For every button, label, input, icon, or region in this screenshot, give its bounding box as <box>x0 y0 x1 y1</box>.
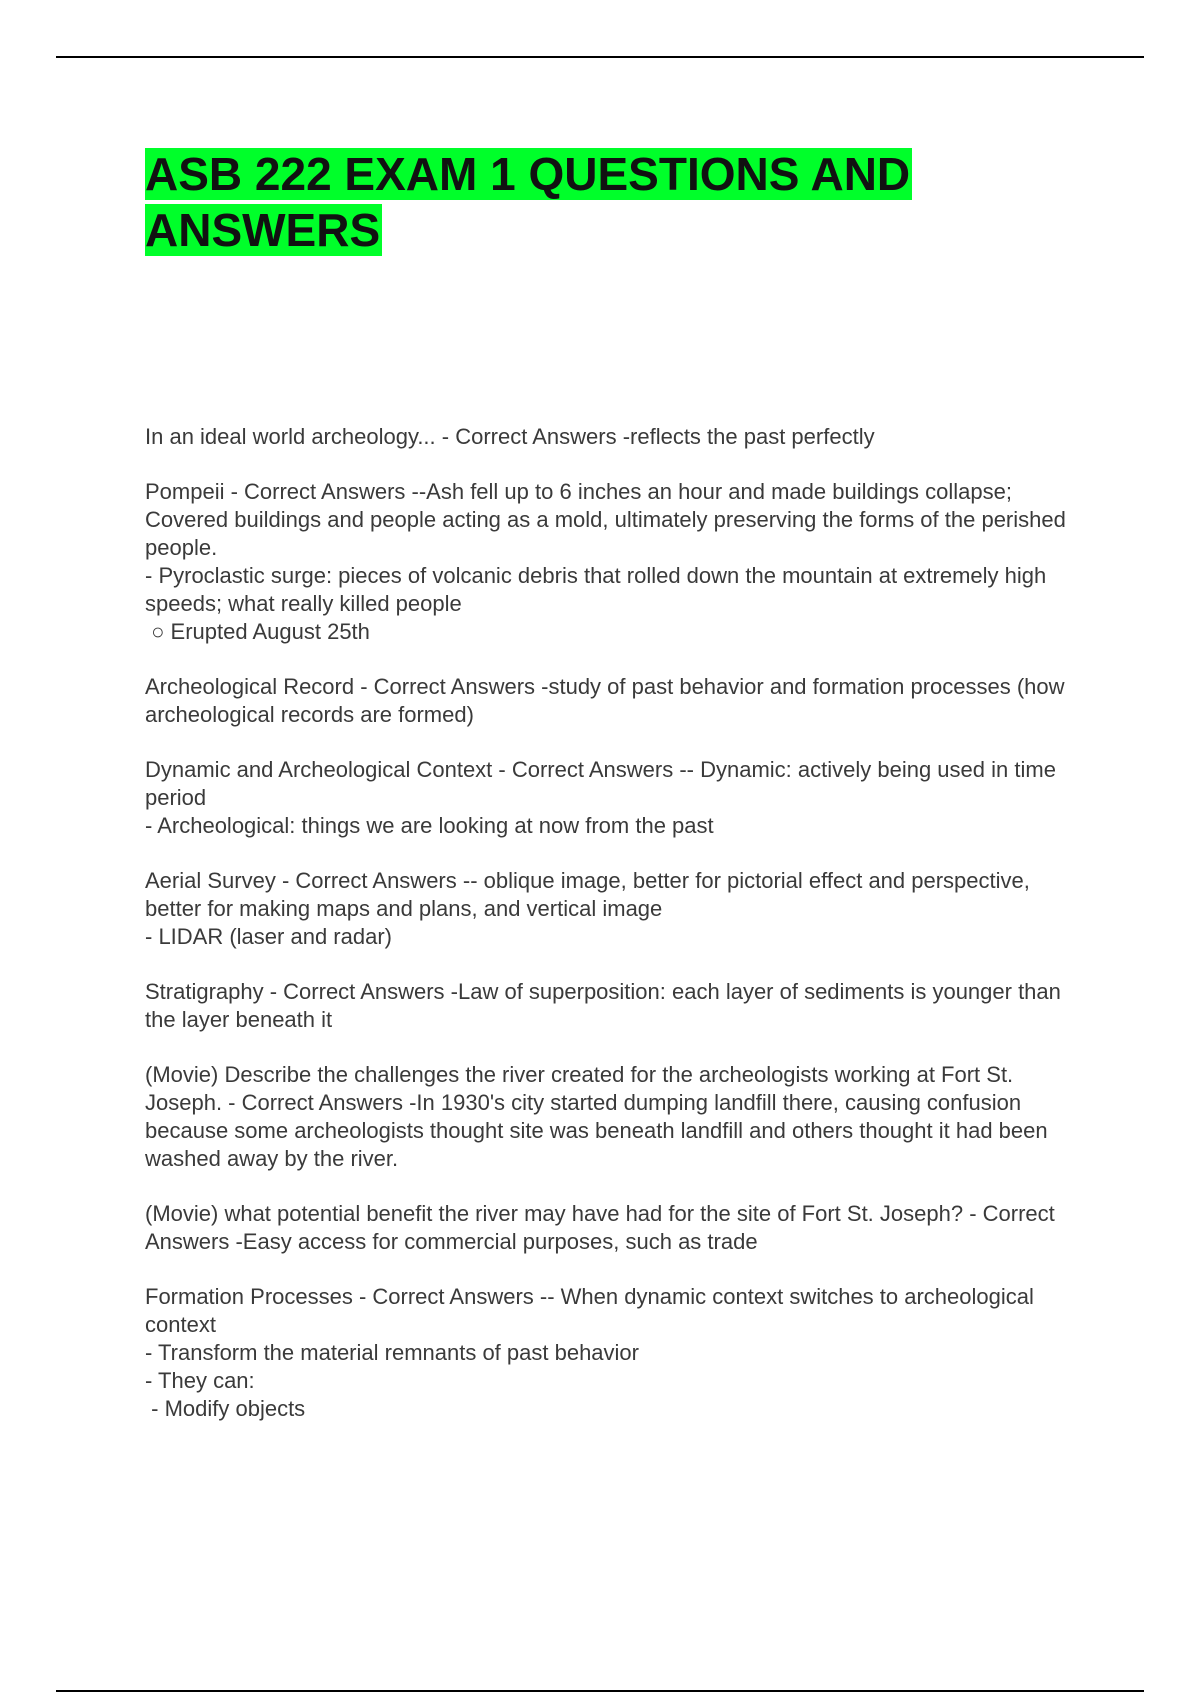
qa-line: Dynamic and Archeological Context - Correct Answers -- Dynamic: actively being used in time period <box>145 757 1063 810</box>
qa-item <box>145 478 1090 646</box>
qa-line: - Pyroclastic surge: pieces of volcanic debris that rolled down the mountain at extremely high speeds; what really killed people <box>145 563 1053 616</box>
top-rule <box>56 56 1144 58</box>
qa-line: ○ Erupted August 25th <box>145 619 370 644</box>
qa-line: Aerial Survey - Correct Answers -- oblique image, better for pictorial effect and perspective, better for making maps and plans, and vertical image <box>145 868 1037 921</box>
bottom-rule <box>56 1690 1144 1692</box>
qa-item <box>145 756 1090 840</box>
qa-line: (Movie) Describe the challenges the river created for the archeologists working at Fort St. Joseph. - Correct Answers -In 1930's city started dumping landfill there, causing confusion because some archeologists thought site was beneath landfill and others thought it had been washed away by the river. <box>145 1062 1054 1171</box>
document-title <box>145 146 1045 258</box>
qa-line: Pompeii - Correct Answers --Ash fell up to 6 inches an hour and made buildings collapse; Covered buildings and people acting as a mold, ultimately preserving the forms of the perished people. <box>145 479 1072 560</box>
qa-item <box>145 673 1090 729</box>
qa-content <box>145 423 1090 1450</box>
qa-line: - Modify objects <box>145 1396 306 1421</box>
qa-line: Formation Processes - Correct Answers -- When dynamic context switches to archeological context <box>145 1284 1041 1337</box>
qa-item <box>145 978 1090 1034</box>
qa-line: Archeological Record - Correct Answers -study of past behavior and formation processes (how archeological records are formed) <box>145 674 1071 727</box>
qa-line: - Archeological: things we are looking at now from the past <box>145 813 714 838</box>
title-block <box>145 146 1045 258</box>
qa-item <box>145 1200 1090 1256</box>
qa-line: (Movie) what potential benefit the river may have had for the site of Fort St. Joseph? - Correct Answers -Easy access for commercial purposes, such as trade <box>145 1201 1060 1254</box>
qa-line: - They can: <box>145 1368 255 1393</box>
qa-line: Stratigraphy - Correct Answers -Law of superposition: each layer of sediments is younger than the layer beneath it <box>145 979 1068 1032</box>
title-highlight: ASB 222 EXAM 1 QUESTIONS AND ANSWERS <box>145 148 911 256</box>
qa-line: In an ideal world archeology... - Correct Answers -reflects the past perfectly <box>145 424 875 449</box>
qa-line: - LIDAR (laser and radar) <box>145 924 392 949</box>
qa-line: - Transform the material remnants of past behavior <box>145 1340 639 1365</box>
qa-item <box>145 867 1090 951</box>
qa-item <box>145 423 1090 451</box>
qa-item <box>145 1283 1090 1423</box>
qa-item <box>145 1061 1090 1173</box>
